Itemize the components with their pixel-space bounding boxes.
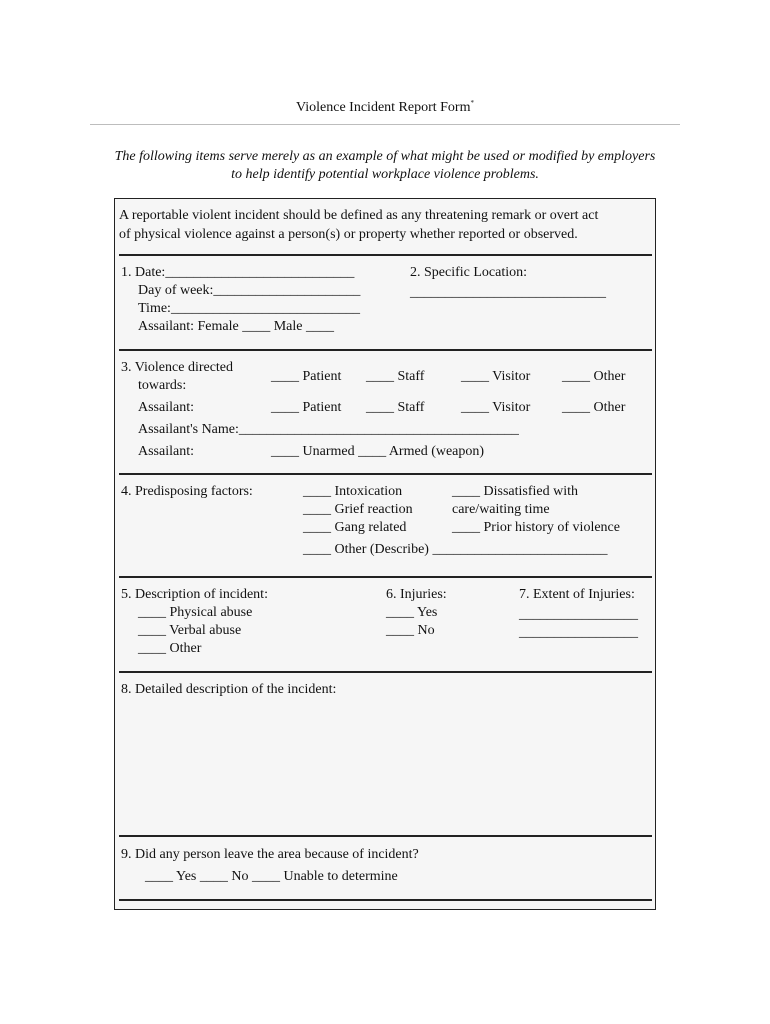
directed-visitor-option[interactable]: ____ Visitor (461, 369, 531, 384)
gang-related-option[interactable]: ____ Gang related (303, 520, 407, 535)
violence-directed-label: 3. Violence directed (121, 360, 234, 375)
violence-directed-label-cont: towards: (138, 378, 187, 393)
assailant-other-option[interactable]: ____ Other (562, 400, 626, 415)
prior-history-option[interactable]: ____ Prior history of violence (452, 520, 620, 535)
assailant-armed-label: Assailant: (138, 444, 194, 459)
detailed-description-area[interactable] (119, 702, 652, 832)
definition-line-1: A reportable violent incident should be defined as any threatening remark or overt act (119, 208, 599, 223)
armed-options[interactable]: ____ Unarmed ____ Armed (weapon) (271, 444, 485, 459)
extent-of-injuries-label: 7. Extent of Injuries: (519, 587, 635, 602)
intoxication-option[interactable]: ____ Intoxication (303, 484, 403, 499)
section-divider (119, 473, 652, 475)
section-divider (119, 254, 652, 256)
intro-line-2: to help identify potential workplace violence problems. (231, 167, 539, 182)
left-area-answers[interactable]: ____ Yes ____ No ____ Unable to determine (145, 869, 398, 884)
assailant-gender-field[interactable]: Assailant: Female ____ Male ____ (138, 319, 334, 334)
day-of-week-field[interactable]: Day of week:_____________________ (138, 283, 361, 298)
form-title-text: Violence Incident Report Form (295, 100, 471, 115)
dissatisfied-option[interactable]: ____ Dissatisfied with (452, 484, 578, 499)
physical-abuse-option[interactable]: ____ Physical abuse (138, 605, 253, 620)
left-area-question: 9. Did any person leave the area because of incident? (121, 847, 419, 862)
definition-line-2: of physical violence against a person(s) or property whether reported or observed. (119, 227, 578, 242)
specific-location-label: 2. Specific Location: (410, 265, 528, 280)
directed-staff-option[interactable]: ____ Staff (366, 369, 425, 384)
section-divider (119, 576, 652, 578)
injuries-yes-option[interactable]: ____ Yes (386, 605, 438, 620)
intro-line-1: The following items serve merely as an example of what might be used or modified by employers (114, 149, 656, 164)
title-divider (90, 124, 680, 125)
assailant-patient-option[interactable]: ____ Patient (271, 400, 342, 415)
section-divider (119, 835, 652, 837)
form-title (0, 94, 770, 117)
assailant-staff-option[interactable]: ____ Staff (366, 400, 425, 415)
assailant-visitor-option[interactable]: ____ Visitor (461, 400, 531, 415)
detailed-description-label: 8. Detailed description of the incident: (121, 682, 337, 697)
predisposing-factors-label: 4. Predisposing factors: (121, 484, 253, 499)
dissatisfied-option-cont: care/waiting time (452, 502, 550, 517)
section-divider (119, 899, 652, 901)
specific-location-field[interactable]: ____________________________ (410, 285, 606, 300)
time-field[interactable]: Time:___________________________ (138, 301, 360, 316)
other-describe-field[interactable]: ____ Other (Describe) _________________________ (303, 542, 608, 557)
date-field[interactable]: 1. Date:___________________________ (121, 265, 355, 280)
directed-patient-option[interactable]: ____ Patient (271, 369, 342, 384)
incident-other-option[interactable]: ____ Other (138, 641, 202, 656)
assailant-type-label: Assailant: (138, 400, 194, 415)
section-divider (119, 671, 652, 673)
extent-of-injuries-field-2[interactable]: _________________ (519, 625, 638, 640)
extent-of-injuries-field-1[interactable]: _________________ (519, 607, 638, 622)
grief-reaction-option[interactable]: ____ Grief reaction (303, 502, 413, 517)
injuries-label: 6. Injuries: (386, 587, 447, 602)
injuries-no-option[interactable]: ____ No (386, 623, 435, 638)
incident-description-label: 5. Description of incident: (121, 587, 268, 602)
verbal-abuse-option[interactable]: ____ Verbal abuse (138, 623, 242, 638)
footnote-mark: * (470, 99, 474, 107)
section-divider (119, 349, 652, 351)
directed-other-option[interactable]: ____ Other (562, 369, 626, 384)
assailant-name-field[interactable]: Assailant's Name:________________________________________ (138, 422, 519, 437)
